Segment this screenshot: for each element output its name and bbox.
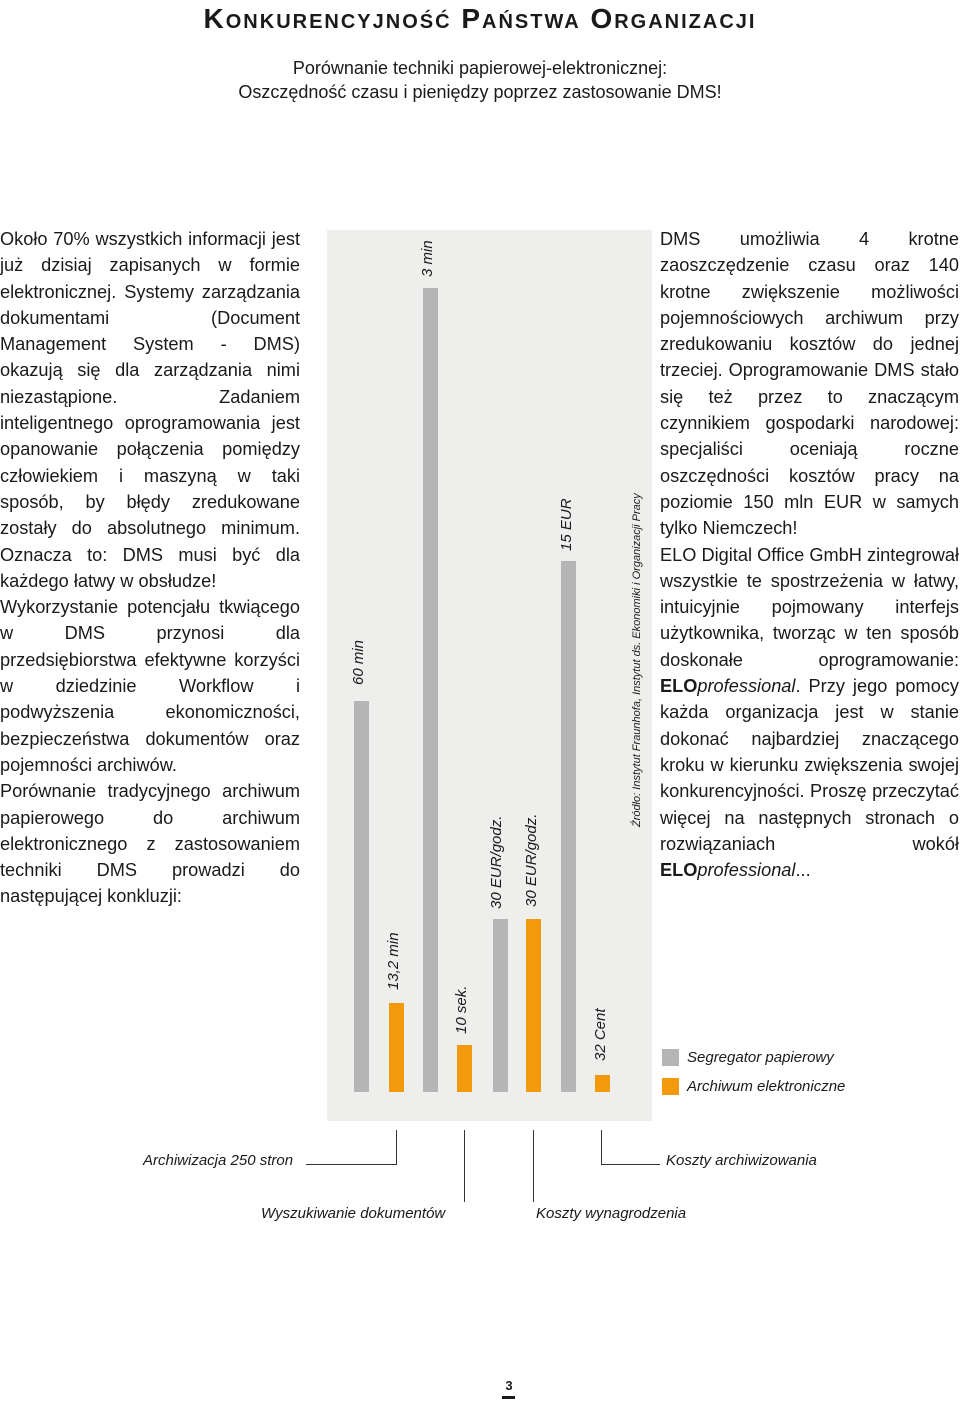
right-paragraph-2: [660, 542, 959, 884]
page-number-underline: [502, 1396, 515, 1399]
page-number: 3: [505, 1378, 513, 1393]
legend-swatch-paper: [662, 1049, 679, 1066]
leader-line-storage-h: [601, 1164, 660, 1165]
leader-line-archiving: [396, 1130, 397, 1164]
bar-storage-paper: [561, 561, 576, 1092]
left-paragraph-1: Około 70% wszystkich informacji jest już dzisiaj zapisanych w formie elektronicznej. Systemy zarządzania dokumentami (Document Management System - DMS) okazują się dla zarządzania nimi niezastąpione. Zadaniem inteligentnego oprogramowania jest opanowanie połączenia pomiędzy człowiekiem i maszyną w taki sposób, by błędy zredukowane zostały do absolutnego minimum. Oznacza to: DMS musi być dla każdego łatwy w obsłudze!: [0, 229, 300, 591]
bar-search-electronic: [457, 1045, 472, 1092]
leader-line-archiving-h: [306, 1164, 397, 1165]
category-search: Wyszukiwanie dokumentów: [261, 1205, 446, 1222]
bar-search-paper: [423, 288, 438, 1092]
comparison-chart-panel: [327, 230, 652, 1121]
right-paragraph-1: DMS umożliwia 4 krotne zaoszczędzenie czasu oraz 140 krotne zwiększenie możliwości pojemnościowych archiwum przy zredukowaniu kosztów do jednej trzeciej. Oprogramowanie DMS stało się też przez to znaczącym czynnikiem gospodarki narodowej: specjaliści oceniają roczne oszczędności kosztów pracy na poziomie 150 mln EUR w samych tylko Niemczech!: [660, 229, 959, 539]
right-paragraph-2-end: ...: [795, 860, 811, 881]
bar-archiving-paper: [354, 701, 369, 1092]
left-paragraph-3: Porównanie tradycyjnego archiwum papierowego do archiwum elektronicznego z zastosowaniem techniki DMS prowadzi do następującej konkluzji:: [0, 781, 300, 907]
brand-elo-bold-2: ELO: [660, 860, 698, 881]
subtitle-line-1: Porównanie techniki papierowej-elektronicznej:: [292, 58, 668, 78]
category-wage: Koszty wynagrodzenia: [536, 1205, 687, 1222]
label-search-paper: 3 min: [419, 240, 436, 277]
subtitle-line-2: Oszczędność czasu i pieniędzy poprzez zastosowanie DMS!: [238, 82, 722, 102]
leader-line-search: [464, 1130, 465, 1202]
bar-archiving-electronic: [389, 1003, 404, 1092]
brand-professional-italic: professional: [697, 676, 796, 697]
left-paragraph-2: Wykorzystanie potencjału tkwiącego w DMS przynosi dla przedsiębiorstwa efektywne korzyści w dziedzinie Workflow i podwyższenia ekonomiczności, bezpieczeństwa dokumentów oraz pojemności archiwów.: [0, 597, 300, 775]
legend-label-paper: Segregator papierowy: [687, 1049, 834, 1066]
category-storage: Koszty archiwizowania: [666, 1152, 817, 1169]
label-storage-paper: 15 EUR: [558, 498, 575, 551]
right-text-column: [660, 226, 959, 883]
bar-wage-paper: [493, 919, 508, 1092]
label-archiving-electronic: 13,2 min: [385, 932, 402, 990]
label-archiving-paper: 60 min: [350, 639, 367, 685]
brand-elo-bold: ELO: [660, 676, 698, 697]
page-subtitle: [0, 56, 960, 104]
leader-line-wage: [533, 1130, 534, 1202]
brand-professional-italic-2: professional: [697, 860, 796, 881]
legend-label-electronic: Archiwum elektroniczne: [687, 1078, 846, 1095]
label-storage-electronic: 32 Cent: [592, 1008, 609, 1061]
right-paragraph-2-intro: ELO Digital Office GmbH zintegrował wszystkie te spostrzeżenia w łatwy, intuicyjnie pojmowany interfejs użytkownika, tworząc w ten sposób doskonałe oprogramowanie:: [660, 544, 959, 670]
bar-wage-electronic: [526, 919, 541, 1092]
label-wage-paper: 30 EUR/godz.: [488, 815, 505, 909]
left-text-column: [0, 226, 300, 910]
category-archiving: Archiwizacja 250 stron: [143, 1152, 294, 1169]
label-search-electronic: 10 sek.: [453, 985, 470, 1034]
right-paragraph-2-middle: . Przy jego pomocy każda organizacja jest w stanie dokonać najbardziej znaczącego kroku w kierunku zwiększenia swojej konkurencyjności. Proszę przeczytać więcej na następnych stronach o rozwiązaniach wokół: [660, 676, 959, 854]
label-wage-electronic: 30 EUR/godz.: [523, 813, 540, 907]
bar-storage-electronic: [595, 1075, 610, 1092]
leader-line-storage: [601, 1130, 602, 1164]
page-title: Konkurencyjność Państwa Organizacji: [203, 3, 757, 34]
chart-source-note: Źródło: Instytut Fraunhofa, Instytut ds. Ekonomiki i Organizacji Pracy: [631, 493, 643, 827]
legend-swatch-electronic: [662, 1078, 679, 1095]
